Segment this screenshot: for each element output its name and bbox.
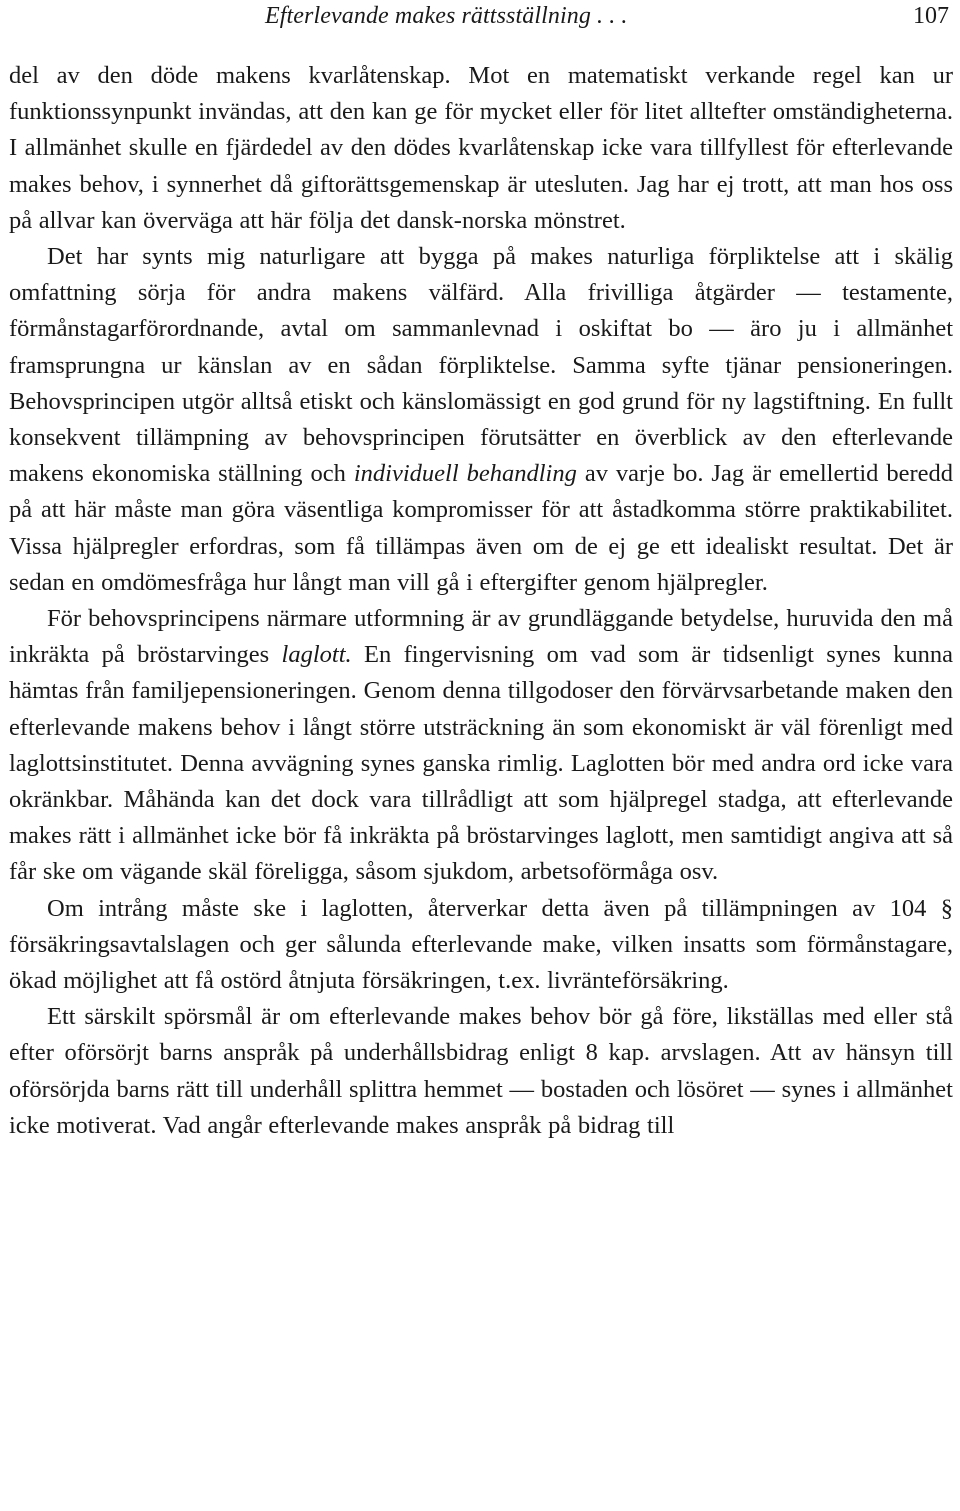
paragraph [9,999,953,1144]
body-text [9,58,953,1144]
paragraph [9,891,953,1000]
paragraph [9,601,953,891]
paragraph-text: En fingervisning om vad som är tidsenligt synes kunna hämtas från familjepensioneringen. Genom denna tillgodoser den förvärvsarbetande maken den efterlevande makens behov i långt större utsträckning än som ekonomiskt är väl förenligt med laglottsinstitutet. Denna avvägning synes ganska rimlig. Laglotten bör med andra ord icke vara okränkbar. Måhända kan det dock vara tillrådligt att som hjälpregel stadga, att efterlevande makes rätt i allmänhet icke bör få inkräkta på bröstarvinges laglott, men samtidigt angiva att så får ske om vägande skäl föreligga, såsom sjukdom, arbetsoförmåga osv. [9,641,953,886]
paragraph-text: Ett särskilt spörsmål är om efterlevande makes behov bör gå före, likställas med eller stå efter oförsörjt barns anspråk på underhållsbidrag enligt 8 kap. arvslagen. Att av hänsyn till oförsörjda barns rätt till underhåll splittra hemmet — bostaden och lösöret — synes i allmänhet icke motiverat. Vad angår efterlevande makes anspråk på bidrag till [9,1003,953,1139]
paragraph-text: av varje bo. Jag är emellertid beredd på att här måste man göra väsentliga kompromisser för att åstadkomma större praktikabilitet. Vissa hjälpregler erfordras, som få tillämpas även om de ej ge ett idealiskt resultat. Det är sedan en omdömesfråga hur långt man vill gå i eftergifter genom hjälpregler. [9,460,953,596]
paragraph-text: Det har synts mig naturligare att bygga på makes naturliga förpliktelse att i skälig omfattning sörja för andra makens välfärd. Alla frivilliga åtgärder — testamente, förmånstagarförordnande, avtal om sammanlevnad i oskiftat bo — äro ju i allmänhet framsprungna ur känslan av en sådan förpliktelse. Samma syfte tjänar pensioneringen. Behovsprincipen utgör alltså etiskt och känslomässigt en god grund för ny lagstiftning. En fullt konsekvent tillämpning av behovsprincipen förutsätter en överblick av den efterlevande makens ekonomiska ställning och [9,243,953,488]
paragraph-text: del av den döde makens kvarlåtenskap. Mot en matematiskt verkande regel kan ur funktionssynpunkt invändas, att den kan ge för mycket eller för litet alltefter omständigheterna. I allmänhet skulle en fjärdedel av den dödes kvarlåtenskap icke vara tillfyllest för efterlevande makes behov, i synnerhet då giftorättsgemenskap är utesluten. Jag har ej trott, att man hos oss på allvar kan överväga att här följa det dansk-norska mönstret. [9,62,953,234]
book-page [9,0,953,1144]
paragraph [9,58,953,239]
running-title: Efterlevande makes rättsställning . . . [265,3,628,29]
page-number: 107 [913,3,949,29]
paragraph [9,239,953,601]
paragraph-text: Om intrång måste ske i laglotten, återverkar detta även på tillämpningen av 104 § försäkringsavtalslagen och ger sålunda efterlevande make, vilken insatts som förmånstagare, ökad möjlighet att få ostörd åtnjuta försäkringen, t.ex. livränteförsäkring. [9,894,953,995]
running-head [9,0,953,40]
italic-text: individuell behandling [353,460,577,488]
italic-text: laglott. [281,641,352,669]
paragraph-text: För behovsprincipens närmare utformning är av grundläggande betydelse, huruvida den må inkräkta på bröstarvinges [9,605,953,669]
